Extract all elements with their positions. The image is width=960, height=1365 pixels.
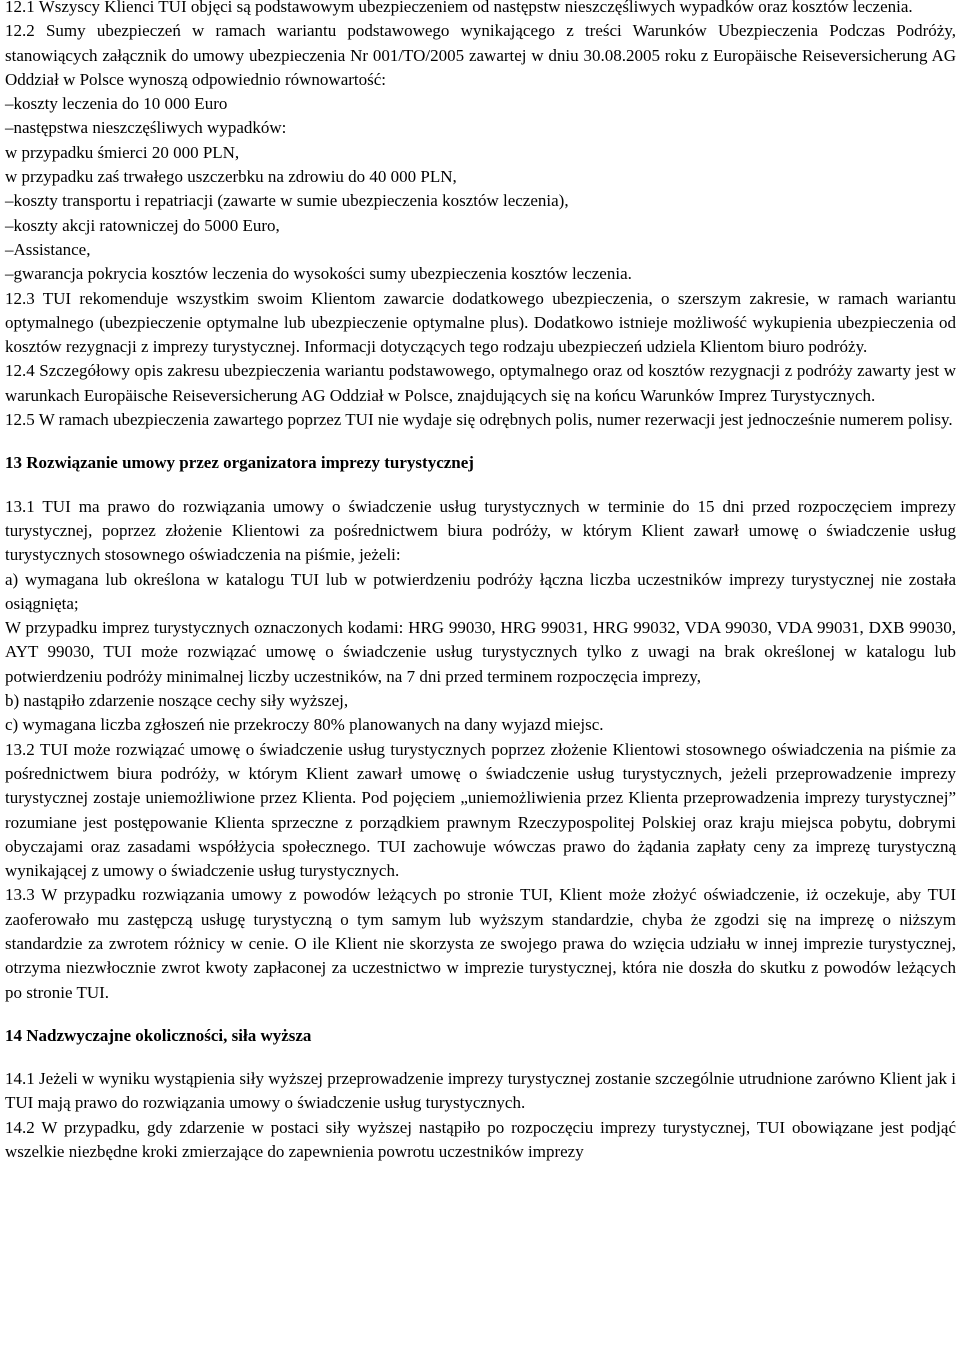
list-item-permanent-injury: w przypadku zaś trwałego uszczerbku na zdrowiu do 40 000 PLN, — [5, 167, 457, 187]
list-item-medical-costs: –koszty leczenia do 10 000 Euro — [5, 94, 228, 114]
paragraph-12-3: 12.3 TUI rekomenduje wszystkim swoim Klientom zawarcie dodatkowego ubezpieczenia, o szerszym zakresie, w ramach wariantu optymalnego (ubezpieczenie optymalne lub ubezpieczenie optymalne plus). Dodatkowo istnieje możliwość wykupienia ubezpieczenia od kosztów rezygnacji z imprezy turystycznej. Informacji dotyczących tego rodzaju ubezpieczeń udziela Klientom biuro podróży. — [5, 288, 956, 357]
section-heading-13: 13 Rozwiązanie umowy przez organizatora imprezy turystycznej — [5, 453, 474, 473]
paragraph-12-4: 12.4 Szczegółowy opis zakresu ubezpieczenia wariantu podstawowego, optymalnego oraz od kosztów rezygnacji z podróży zawarty jest w warunkach Europäische Reiseversicherung AG Oddział w Polsce, znajdujących się na końcu Warunków Imprez Turystycznych. — [5, 361, 956, 405]
list-item-guarantee: –gwarancja pokrycia kosztów leczenia do wysokości sumy ubezpieczenia kosztów leczenia. — [5, 264, 632, 284]
paragraph-12-2: 12.2 Sumy ubezpieczeń w ramach wariantu podstawowego wynikającego z treści Warunków Ubezpieczenia Podczas Podróży, stanowiących załącznik do umowy ubezpieczenia Nr 001/TO/2005 zawartej w dniu 30.08.2005 roku z Europäische Reiseversicherung AG Oddział w Polsce wynoszą odpowiednio równowartość: — [5, 21, 956, 89]
paragraph-13-3: 13.3 W przypadku rozwiązania umowy z powodów leżących po stronie TUI, Klient może złożyć oświadczenie, iż oczekuje, aby TUI zaoferowało mu zastępczą usługę turystyczną o tym samym lub wyższym standardzie, chyba że zgodzi się na imprezę o niższym standardzie za zwrotem różnicy w cenie. O ile Klient nie skorzysta ze swojego prawa do wzięcia udziału w innej imprezie turystycznej, otrzyma niezwłocznie zwrot kwoty zapłaconej za uczestnictwo w imprezie turystycznej, która nie doszła do skutku z powodów leżących po stronie TUI. — [5, 885, 956, 1002]
list-item-death: w przypadku śmierci 20 000 PLN, — [5, 142, 240, 162]
paragraph-13-1-codes: W przypadku imprez turystycznych oznaczonych kodami: HRG 99030, HRG 99031, HRG 99032, VDA 99030, VDA 99031, DXB 99030, AYT 99030, TUI może rozwiązać umowę o świadczenie usług turystycznych tylko z uwagi na brak określonej w katalogu lub potwierdzeniu podróży minimalnej liczby uczestników, na 7 dni przed terminem rozpoczęcia imprezy, — [5, 618, 956, 686]
paragraph-14-2: 14.2 W przypadku, gdy zdarzenie w postaci siły wyższej nastąpiło po rozpoczęciu imprezy turystycznej, TUI obowiązane jest podjąć wszelkie niezbędne kroki zmierzające do zapewnienia powrotu uczestników imprezy — [5, 1117, 956, 1162]
paragraph-13-2: 13.2 TUI może rozwiązać umowę o świadczenie usług turystycznych poprzez złożenie Klientowi stosownego oświadczenia na piśmie za pośrednictwem biura podróży, w którym Klient zawarł umowę o świadczenie usług turystycznych, jeżeli przeprowadzenie imprezy turystycznej zostaje uniemożliwione przez Klienta. Pod pojęciem „uniemożliwienia przez Klienta przeprowadzenia imprezy turystycznej” rozumiane jest postępowanie Klienta sprzeczne z porządkiem prawnym Rzeczypospolitej Polskiej oraz kraju miejsca pobytu, dobrymi obyczajami oraz zasadami współżycia społecznego. TUI zachowuje wówczas prawo do żądania zapłaty ceny za imprezę turystyczną wynikającej z umowy o świadczenie usług turystycznych. — [5, 739, 956, 881]
list-item-assistance: –Assistance, — [5, 239, 91, 259]
paragraph-12-5: 12.5 W ramach ubezpieczenia zawartego poprzez TUI nie wydaje się odrębnych polis, numer rezerwacji jest jednocześnie numerem polisy. — [5, 410, 953, 430]
paragraph-12-1: 12.1 Wszyscy Klienci TUI objęci są podstawowym ubezpieczeniem od następstw nieszczęśliwych wypadków oraz kosztów leczenia. — [5, 0, 913, 16]
paragraph-13-1-a: a) wymagana lub określona w katalogu TUI lub w potwierdzeniu podróży łączna liczba uczestników imprezy turystycznej nie została osiągnięta; — [5, 569, 956, 613]
section-heading-14: 14 Nadzwyczajne okoliczności, siła wyższa — [5, 1025, 312, 1045]
paragraph-13-1-c: c) wymagana liczba zgłoszeń nie przekroczy 80% planowanych na dany wyjazd miejsc. — [5, 715, 604, 735]
paragraph-13-1: 13.1 TUI ma prawo do rozwiązania umowy o świadczenie usług turystycznych w terminie do 15 dni przed rozpoczęciem imprezy turystycznej, poprzez złożenie Klientowi za pośrednictwem biura podróży, w którym Klient zawarł umowę o świadczenie usług turystycznych stosownego oświadczenia na piśmie, jeżeli: — [5, 496, 956, 565]
paragraph-13-1-b: b) nastąpiło zdarzenie noszące cechy siły wyższej, — [5, 691, 349, 711]
list-item-rescue: –koszty akcji ratowniczej do 5000 Euro, — [5, 215, 280, 235]
paragraph-14-1: 14.1 Jeżeli w wyniku wystąpienia siły wyższej przeprowadzenie imprezy turystycznej zostanie szczególnie utrudnione zarówno Klient jak i TUI mają prawo do rozwiązania umowy o świadczenie usług turystycznych. — [5, 1069, 956, 1113]
list-item-transport: –koszty transportu i repatriacji (zawarte w sumie ubezpieczenia kosztów leczenia), — [5, 191, 569, 211]
list-item-accidents: –następstwa nieszczęśliwych wypadków: — [5, 118, 287, 138]
